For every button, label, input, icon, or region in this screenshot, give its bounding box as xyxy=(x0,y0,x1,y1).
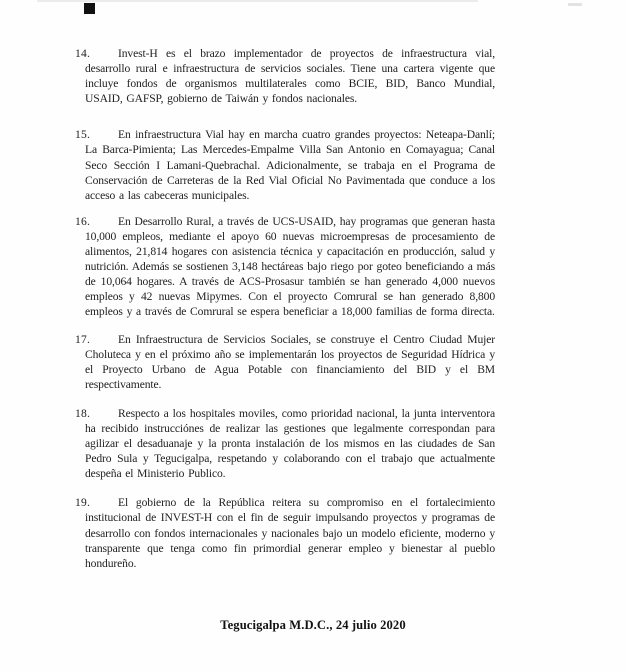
paragraph-14-number: 14. xyxy=(75,47,91,60)
paragraph-17-text: En Infraestructura de Servicios Sociales, se construye el Centro Ciudad Mujer Choluteca y en el próximo año se implementarán los proyectos de Seguridad Hídrica y el Proyecto Urbano de Agua Potable con financiamiento del BID y el BM respectivamente. xyxy=(85,332,495,391)
paragraph-15 xyxy=(75,127,495,202)
paragraph-16-text: En Desarrollo Rural, a través de UCS-USAID, hay programas que generan hasta 10,000 empleos, mediante el apoyo 60 nuevas microempresas de procesamiento de alimentos, 21,814 hogares con asistencia técnica y capacitación en producción, salud y nutrición. Además se sostienen 3,148 hectáreas bajo riego por goteo beneficiando a más de 10,064 hogares. A través de ACS-Prosasur también se han generado 4,000 nuevos empleos y 42 nuevas Mipymes. Con el proyecto Comrural se han generado 8,800 empleos y a través de Comrural se espera beneficiar a 18,000 familias de forma directa. xyxy=(85,214,495,319)
paragraph-18-text: Respecto a los hospitales moviles, como prioridad nacional, la junta interventora ha recibido instrucciónes de realizar las gestiones que legalmente correspondan para agilizar el desaduanaje y la pronta instalación de los mismos en las ciudades de San Pedro Sula y Tegucigalpa, respetando y colaborando con el trabajo que actualmente despeña el Ministerio Publico. xyxy=(85,406,495,481)
paragraph-19 xyxy=(75,495,495,570)
paragraph-16 xyxy=(75,214,495,320)
scan-artifact-top-line xyxy=(37,0,478,2)
paragraph-14 xyxy=(75,46,495,106)
paragraph-17-number: 17. xyxy=(75,332,91,346)
paragraph-19-text: El gobierno de la República reitera su compromiso en el fortalecimiento institucional de INVEST-H con el fin de seguir impulsando proyectos y programas de desarrollo con fondos internacionales y nacionales bajo un modelo eficiente, moderno y transparente que tenga como fin primordial generar empleo y bienestar al pueblo hondureño. xyxy=(85,496,495,570)
paragraph-14-text: Invest-H es el brazo implementador de proyectos de infraestructura vial, desarrollo rural e infraestructura de servicios sociales. Tiene una cartera vigente que incluye fondos de organismos multilaterales como BCIE, BID, Banco Mundial, USAID, GAFSP, gobierno de Taiwán y fondos nacionales. xyxy=(85,47,495,106)
paragraph-18 xyxy=(75,406,495,481)
paragraph-18-number: 18. xyxy=(75,406,91,420)
paragraph-19-number: 19. xyxy=(75,496,91,510)
paragraph-17 xyxy=(75,332,495,392)
paragraph-15-text: En infraestructura Vial hay en marcha cuatro grandes proyectos: Neteapa-Danlí; La Barca-Pimienta; Las Mercedes-Empalme Villa San Antonio en Comayagua; Canal Seco Sección I Lamani-Quebrachal. Adicionalmente, se trabaja en el Programa de Conservación de Carreteras de la Red Vial Oficial No Pavimentada que conduce a los acceso a las cabeceras municipales. xyxy=(85,128,495,202)
scan-artifact-square xyxy=(84,3,95,14)
paragraph-15-number: 15. xyxy=(75,128,91,142)
paragraph-16-number: 16. xyxy=(75,214,91,228)
dateline: Tegucigalpa M.D.C., 24 julio 2020 xyxy=(220,618,406,632)
document-body xyxy=(75,46,495,571)
scan-artifact-smudge xyxy=(568,3,582,6)
